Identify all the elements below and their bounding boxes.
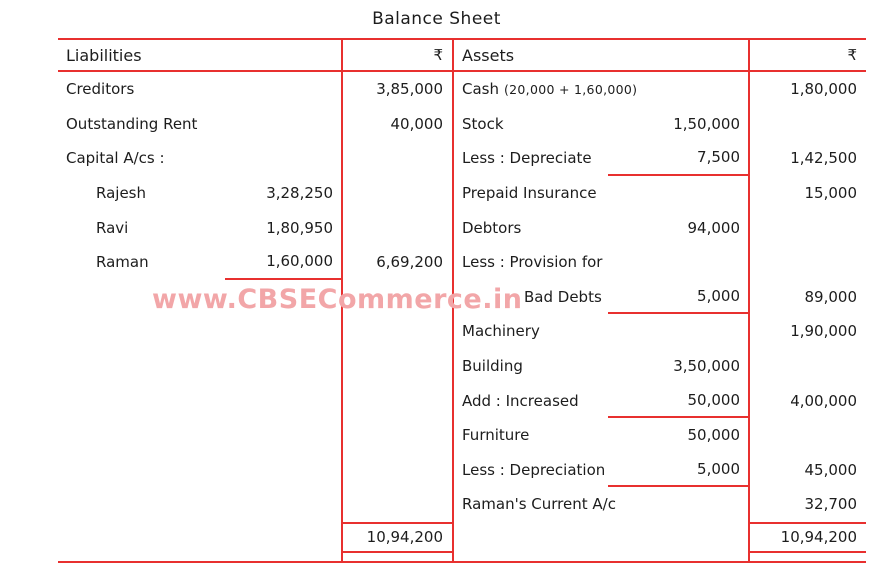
asset-amount: 1,80,000 [748,72,866,107]
asset-name: Stock [452,107,608,142]
table-row [58,141,866,176]
empty-cell [341,553,452,561]
liability-sub-amount [225,383,341,418]
liability-name: Ravi [96,218,129,237]
empty-cell [608,40,748,70]
asset-sub-amount [608,487,748,522]
asset-amount: 1,90,000 [748,314,866,349]
rupee-symbol: ₹ [748,40,866,70]
liability-sub-amount: 3,28,250 [266,184,333,203]
table-row [58,383,866,418]
liability-name [58,280,225,315]
table-row [58,453,866,488]
asset-sub-amount: 94,000 [687,218,740,237]
liability-name: Raman [96,253,149,272]
liability-sub-amount [225,141,341,176]
asset-name: Building [452,349,608,384]
liability-amount [341,418,452,453]
asset-name: Less : Provision for [452,245,608,280]
asset-name: Prepaid Insurance [452,176,608,211]
liability-sub-amount [225,280,341,315]
bottom-spacer-row [58,553,866,561]
asset-name: Furniture [452,418,608,453]
empty-cell [58,553,225,561]
rupee-symbol: ₹ [341,40,452,70]
liability-amount [341,453,452,488]
liability-amount [341,280,452,315]
liability-amount [341,176,452,211]
asset-amount [748,418,866,453]
asset-sub-amount-underlined: 5,000 [608,280,748,315]
liability-name: Rajesh [96,184,147,203]
table-row [58,245,866,280]
liabilities-total: 10,94,200 [341,522,452,553]
asset-name: Less : Depreciate [452,141,608,176]
asset-amount: 89,000 [748,280,866,315]
asset-amount [748,107,866,142]
asset-sub-amount [608,176,748,211]
asset-name [452,72,638,107]
asset-amount: 45,000 [748,453,866,488]
empty-cell [225,522,341,553]
asset-sub-amount [608,245,748,280]
liability-amount [341,349,452,384]
asset-amount: 4,00,000 [748,383,866,418]
liability-sub-amount [225,72,341,107]
empty-cell [225,40,341,70]
asset-amount [748,210,866,245]
liability-name [58,487,225,522]
table-row [58,314,866,349]
asset-sub-amount: 1,50,000 [673,114,740,133]
page-title: Balance Sheet [372,9,501,29]
table-row [58,210,866,245]
liability-amount: 6,69,200 [341,245,452,280]
liability-amount [341,314,452,349]
asset-sub-amount [608,72,748,107]
asset-amount: 1,42,500 [748,141,866,176]
asset-amount: 32,700 [748,487,866,522]
empty-cell [58,522,225,553]
liability-name [58,314,225,349]
liability-sub-amount [225,314,341,349]
watermark: www.CBSECommerce.in [152,284,523,315]
liability-sub-amount [225,453,341,488]
table-row [58,418,866,453]
liability-name [58,418,225,453]
liability-amount [341,487,452,522]
liability-name [58,383,225,418]
liability-sub-amount [225,107,341,142]
assets-total: 10,94,200 [748,522,866,553]
liability-amount [341,141,452,176]
empty-cell [225,553,341,561]
empty-cell [452,522,608,553]
asset-sub-amount-underlined: 50,000 [608,383,748,418]
liability-amount: 40,000 [341,107,452,142]
table-header-row [58,40,866,72]
empty-cell [608,553,748,561]
liability-name: Creditors [66,80,135,99]
table-row [58,349,866,384]
liability-name [58,349,225,384]
asset-sub-amount: 50,000 [687,426,740,445]
liability-name: Capital A/cs : [66,149,165,168]
table-row [58,280,866,315]
asset-name: Add : Increased [452,383,608,418]
asset-amount [748,349,866,384]
table-row [58,176,866,211]
asset-name: Machinery [452,314,608,349]
asset-name: Debtors [452,210,608,245]
liabilities-header: Liabilities [66,45,142,65]
asset-name: Bad Debts [452,280,608,315]
asset-name-note: (20,000 + 1,60,000) [504,81,638,97]
table-row [58,107,866,142]
liability-sub-amount-underlined: 1,60,000 [225,245,341,280]
asset-sub-amount: 3,50,000 [673,357,740,376]
asset-name-text: Cash [462,80,499,99]
asset-amount: 15,000 [748,176,866,211]
asset-amount [748,245,866,280]
empty-cell [608,522,748,553]
liability-amount [341,383,452,418]
liability-amount [341,210,452,245]
liability-amount: 3,85,000 [341,72,452,107]
liability-sub-amount: 1,80,950 [266,218,333,237]
empty-cell [452,553,608,561]
asset-sub-amount-underlined: 5,000 [608,453,748,488]
asset-name: Raman's Current A/c [452,487,608,522]
assets-header: Assets [452,40,608,70]
totals-row [58,522,866,553]
liability-name: Outstanding Rent [66,114,198,133]
asset-sub-amount-underlined: 7,500 [608,141,748,176]
table-row [58,72,866,107]
liability-sub-amount [225,418,341,453]
empty-cell [748,553,866,561]
liability-sub-amount [225,349,341,384]
liability-sub-amount [225,487,341,522]
asset-name: Less : Depreciation [452,453,608,488]
balance-sheet-table [58,38,866,563]
table-row [58,487,866,522]
asset-sub-amount [608,314,748,349]
liability-name [58,453,225,488]
